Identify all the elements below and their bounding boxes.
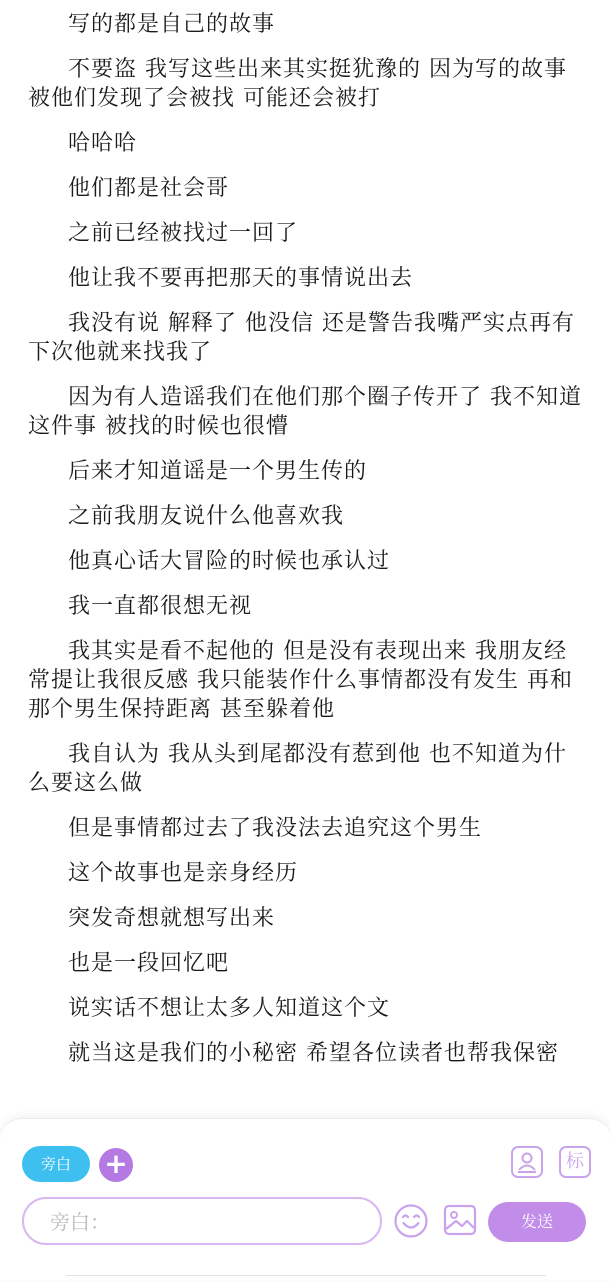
tag-label: 标 (566, 1151, 584, 1172)
image-icon-glyph (443, 1204, 477, 1236)
send-button[interactable]: 发送 (488, 1202, 586, 1242)
message-input-wrapper (22, 1197, 382, 1245)
story-paragraph: 突发奇想就想写出来 (68, 906, 276, 931)
tag-button[interactable] (559, 1146, 591, 1178)
story-paragraph: 他真心话大冒险的时候也承认过 (68, 549, 391, 574)
add-button[interactable]: + (99, 1148, 133, 1182)
story-paragraph: 这个故事也是亲身经历 (68, 861, 299, 886)
person-card-icon-glyph (513, 1148, 541, 1176)
person-card-icon[interactable] (511, 1146, 543, 1178)
story-paragraph: 我一直都很想无视 (68, 594, 253, 619)
message-input[interactable] (48, 1199, 362, 1245)
smiley-icon[interactable] (393, 1203, 429, 1239)
story-paragraph: 就当这是我们的小秘密 希望各位读者也帮我保密 (68, 1041, 559, 1066)
story-paragraph: 我其实是看不起他的 但是没有表现出来 我朋友经常提让我很反感 我只能装作什么事情都没有发生 再和那个男生保持距离 甚至躲着他 (28, 639, 573, 722)
story-paragraph: 写的都是自己的故事 (68, 12, 276, 37)
smiley-icon-glyph (393, 1203, 429, 1239)
story-paragraph: 之前已经被找过一回了 (68, 221, 299, 246)
composer-panel (0, 1118, 611, 1280)
image-icon[interactable] (443, 1204, 477, 1236)
story-paragraph: 后来才知道谣是一个男生传的 (68, 459, 368, 484)
story-paragraph: 但是事情都过去了我没法去追究这个男生 (68, 816, 483, 841)
story-paragraph: 之前我朋友说什么他喜欢我 (68, 504, 345, 529)
story-paragraph: 说实话不想让太多人知道这个文 (68, 996, 391, 1021)
story-paragraph: 因为有人造谣我们在他们那个圈子传开了 我不知道这件事 被找的时候也很懵 (28, 385, 582, 439)
bottom-divider (66, 1275, 546, 1282)
narration-mode-button[interactable]: 旁白 (22, 1146, 90, 1182)
story-paragraph: 他们都是社会哥 (68, 176, 230, 201)
story-paragraph: 不要盗 我写这些出来其实挺犹豫的 因为写的故事被他们发现了会被找 可能还会被打 (28, 57, 567, 111)
story-paragraph: 我自认为 我从头到尾都没有惹到他 也不知道为什么要这么做 (28, 742, 567, 796)
story-paragraph: 也是一段回忆吧 (68, 951, 230, 976)
story-paragraph: 他让我不要再把那天的事情说出去 (68, 266, 414, 291)
story-paragraph: 哈哈哈 (68, 131, 138, 156)
story-paragraph: 我没有说 解释了 他没信 还是警告我嘴严实点再有下次他就来找我了 (28, 311, 575, 365)
